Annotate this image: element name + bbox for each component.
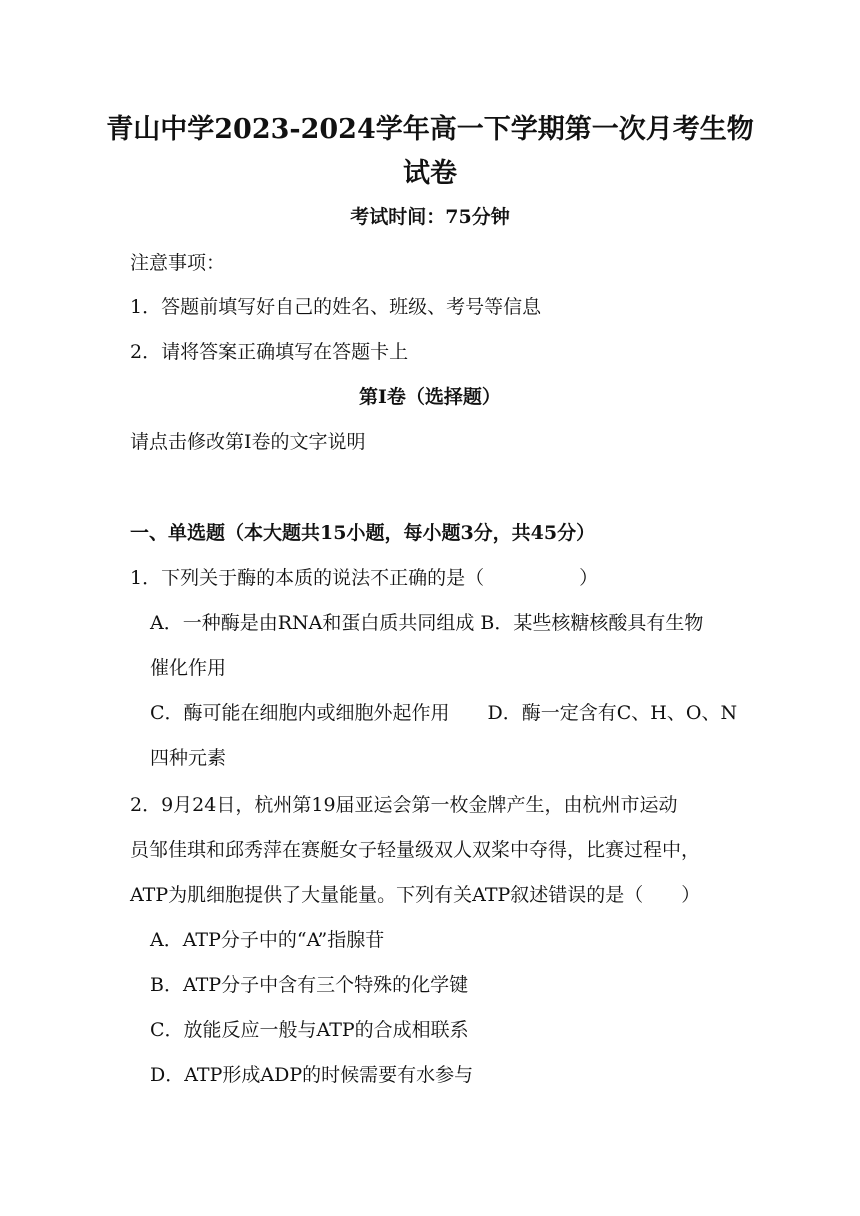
question-2-option-c: C．放能反应一般与ATP的合成相联系 bbox=[150, 1019, 469, 1041]
question-1-option-line: C．酶可能在细胞内或细胞外起作用 D．酶一定含有C、H、O、N bbox=[150, 702, 738, 724]
part-heading: 第I卷（选择题） bbox=[359, 386, 501, 408]
exam-title-line1: 青山中学2023-2024学年高一下学期第一次月考生物 bbox=[106, 114, 754, 145]
question-1-option-line: A．一种酶是由RNA和蛋白质共同组成 B．某些核糖核酸具有生物 bbox=[150, 612, 704, 634]
question-2-stem: 2．9月24日，杭州第19届亚运会第一枚金牌产生，由杭州市运动 bbox=[130, 794, 678, 816]
question-2-stem: ATP为肌细胞提供了大量能量。下列有关ATP叙述错误的是（ ） bbox=[130, 884, 701, 906]
question-1-option-line: 催化作用 bbox=[150, 657, 227, 679]
question-2-stem: 员邹佳琪和邱秀萍在赛艇女子轻量级双人双桨中夺得，比赛过程中， bbox=[130, 839, 701, 861]
exam-time: 考试时间：75分钟 bbox=[350, 206, 510, 228]
notice-item-2: 2．请将答案正确填写在答题卡上 bbox=[130, 341, 409, 363]
part-note: 请点击修改第I卷的文字说明 bbox=[130, 431, 366, 453]
exam-title-line2: 试卷 bbox=[403, 158, 457, 189]
question-2-option-d: D．ATP形成ADP的时候需要有水参与 bbox=[150, 1064, 474, 1086]
notice-item-1: 1．答题前填写好自己的姓名、班级、考号等信息 bbox=[130, 296, 542, 318]
question-2-option-a: A．ATP分子中的“A”指腺苷 bbox=[150, 929, 385, 951]
question-1-stem: 1．下列关于酶的本质的说法不正确的是（ ） bbox=[130, 567, 599, 589]
section-heading: 一、单选题（本大题共15小题，每小题3分，共45分） bbox=[130, 522, 596, 544]
question-2-option-b: B．ATP分子中含有三个特殊的化学键 bbox=[150, 974, 469, 996]
question-1-option-line: 四种元素 bbox=[150, 747, 227, 769]
notice-heading: 注意事项： bbox=[130, 252, 226, 274]
